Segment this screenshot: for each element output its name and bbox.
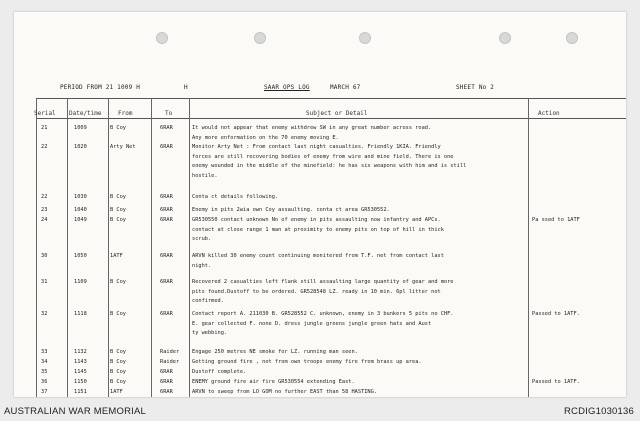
entry-detail-line: It would not appear that enemy withdrew SW in any great number across road. [192, 125, 432, 131]
entry-serial: 34 [41, 359, 48, 365]
entry-time: 1151 [74, 389, 87, 395]
entry-detail-line: scrub. [192, 236, 212, 243]
entry-detail-line: Conta ct details following. [192, 194, 279, 200]
entry-from: B Coy [110, 359, 126, 365]
column-rule [108, 98, 109, 397]
column-rule [528, 98, 529, 397]
entry-to: 6RAR [160, 369, 173, 375]
entry-time: 1145 [74, 369, 87, 375]
punch-hole [254, 32, 266, 44]
entry-detail-line: ENEMY ground fire air fire GR530554 extending East. [192, 379, 355, 385]
column-rule [151, 98, 152, 397]
entry-serial: 21 [41, 125, 48, 131]
column-header-datetime: Date/time [69, 110, 102, 117]
entry-action: Passed to 1ATF. [532, 379, 580, 385]
column-header-serial: Serial [34, 110, 56, 117]
entry-detail-line: Getting ground fire , not from own troops enemy fire from brass up area. [192, 359, 422, 365]
entry-detail-line: contact at close range 1 man at proximity to enemy pits on top of hill in thick [192, 226, 444, 233]
entry-detail-line: E. gear collected F. none D. dress jungle greens jungle green hats and Aust [192, 320, 432, 327]
entry-action: Pa ssed to 1ATF [532, 217, 580, 223]
entry-time: 1143 [74, 359, 87, 365]
entry-serial: 36 [41, 379, 48, 385]
entry-to: 6RAR [160, 389, 173, 395]
entry-time: 1009 [74, 125, 87, 131]
entry-detail-line: Dustoff complete. [192, 369, 247, 375]
entry-action: Passed to 1ATF. [532, 311, 580, 317]
entry-time: 1040 [74, 207, 87, 213]
entry-time: 1132 [74, 349, 87, 355]
month-label: MARCH 67 [330, 84, 361, 91]
period-end-label: H [184, 84, 188, 91]
entry-time: 1050 [74, 253, 87, 259]
entry-detail-line: ty webbing. [192, 330, 228, 337]
entry-serial: 30 [41, 253, 48, 259]
entry-time: 1109 [74, 279, 87, 285]
punch-hole [499, 32, 511, 44]
entry-time: 1049 [74, 217, 87, 223]
entry-to: 6RAR [160, 125, 173, 131]
entry-to: Raider [160, 349, 180, 355]
entry-from: B Coy [110, 369, 126, 375]
entry-to: 6RAR [160, 194, 173, 200]
column-header-from: From [118, 110, 133, 117]
entry-to: 6RAR [160, 144, 173, 150]
entry-detail-line: pits found.Dustoff to be ordered. GR528548 LZ. ready in 10 min. 6pl litter not [192, 288, 441, 295]
entry-detail-line: enemy wounded in the middle of the minefield: he has six weapons with him and is still [192, 163, 467, 170]
entry-from: B Coy [110, 125, 126, 131]
entry-to: 6RAR [160, 311, 173, 317]
entry-time: 1020 [74, 144, 87, 150]
entry-detail-line: Engage 250 metres NE smoke for LZ. running man seen. [192, 349, 358, 355]
entry-serial: 23 [41, 207, 48, 213]
column-rule [67, 98, 68, 397]
entry-serial: 37 [41, 389, 48, 395]
entry-to: 6RAR [160, 217, 173, 223]
entry-to: 6RAR [160, 207, 173, 213]
entry-detail-line: night. [192, 262, 212, 269]
entry-detail-line: forces are still recovering bodies of enemy from wire and mine field. There is one [192, 153, 454, 160]
entry-from: 1ATF [110, 389, 123, 395]
entry-detail-line: Monitor Arty Net : From contact last night casualties. Friendly 1KIA. Friendly [192, 144, 441, 150]
entry-detail-line: Any more enformation on the 70 enemy moving E. [192, 134, 339, 141]
entry-from: B Coy [110, 194, 126, 200]
document-sheet [14, 12, 626, 397]
punch-hole [359, 32, 371, 44]
entry-time: 1030 [74, 194, 87, 200]
entry-detail-line: hostile. [192, 172, 218, 179]
entry-detail-line: GR530550 contact unknown No of enemy in pits assaulting now infantry and APCs. [192, 217, 441, 223]
entry-from: B Coy [110, 311, 126, 317]
entry-to: 6RAR [160, 253, 173, 259]
entry-from: B Coy [110, 349, 126, 355]
entry-serial: 22 [41, 194, 48, 200]
entry-from: B Coy [110, 207, 126, 213]
entry-time: 1118 [74, 311, 87, 317]
entry-serial: 35 [41, 369, 48, 375]
column-header-action: Action [538, 110, 560, 117]
entry-to: 6RAR [160, 279, 173, 285]
archive-credit: AUSTRALIAN WAR MEMORIAL [4, 406, 147, 417]
column-header-subject: Subject or Detail [306, 110, 368, 117]
table-top-rule [36, 98, 626, 99]
entry-detail-line: ARVN to sweep from LO GOM no further EAST than 58 HASTING. [192, 389, 377, 395]
entry-detail-line: confirmed. [192, 298, 224, 305]
period-label: PERIOD FROM 21 1009 H [60, 84, 141, 91]
entry-serial: 33 [41, 349, 48, 355]
sheet-number: SHEET No 2 [456, 84, 495, 91]
entry-detail-line: Contact report A. 211030 B. GR528552 C. unknown, enemy in 3 bunkers 5 pits no CHF. [192, 311, 454, 317]
entry-detail-line: Recovered 2 casualties left flank still assaulting large quantity of gear and more [192, 279, 454, 285]
entry-to: Raider [160, 359, 180, 365]
entry-from: B Coy [110, 279, 126, 285]
table-header-rule [36, 118, 626, 119]
column-rule [36, 98, 37, 397]
entry-from: B Coy [110, 379, 126, 385]
entry-serial: 32 [41, 311, 48, 317]
column-rule [189, 98, 190, 397]
entry-to: 6RAR [160, 379, 173, 385]
document-id: RCDIG1030136 [564, 406, 634, 417]
punch-hole [156, 32, 168, 44]
entry-serial: 22 [41, 144, 48, 150]
log-title: SAAR OPS LOG [264, 84, 310, 91]
entry-detail-line: Enemy in pits 2wia own Coy assaulting. conta ct area GR530552. [192, 207, 390, 213]
entry-from: Arty Net [110, 144, 136, 150]
entry-from: 1ATF [110, 253, 123, 259]
entry-serial: 24 [41, 217, 48, 223]
entry-serial: 31 [41, 279, 48, 285]
entry-from: B Coy [110, 217, 126, 223]
column-header-to: To [165, 110, 173, 117]
punch-hole [566, 32, 578, 44]
entry-time: 1150 [74, 379, 87, 385]
entry-detail-line: ARVN killed 30 enemy count continuing monitered from T.F. net from contact last [192, 253, 444, 259]
